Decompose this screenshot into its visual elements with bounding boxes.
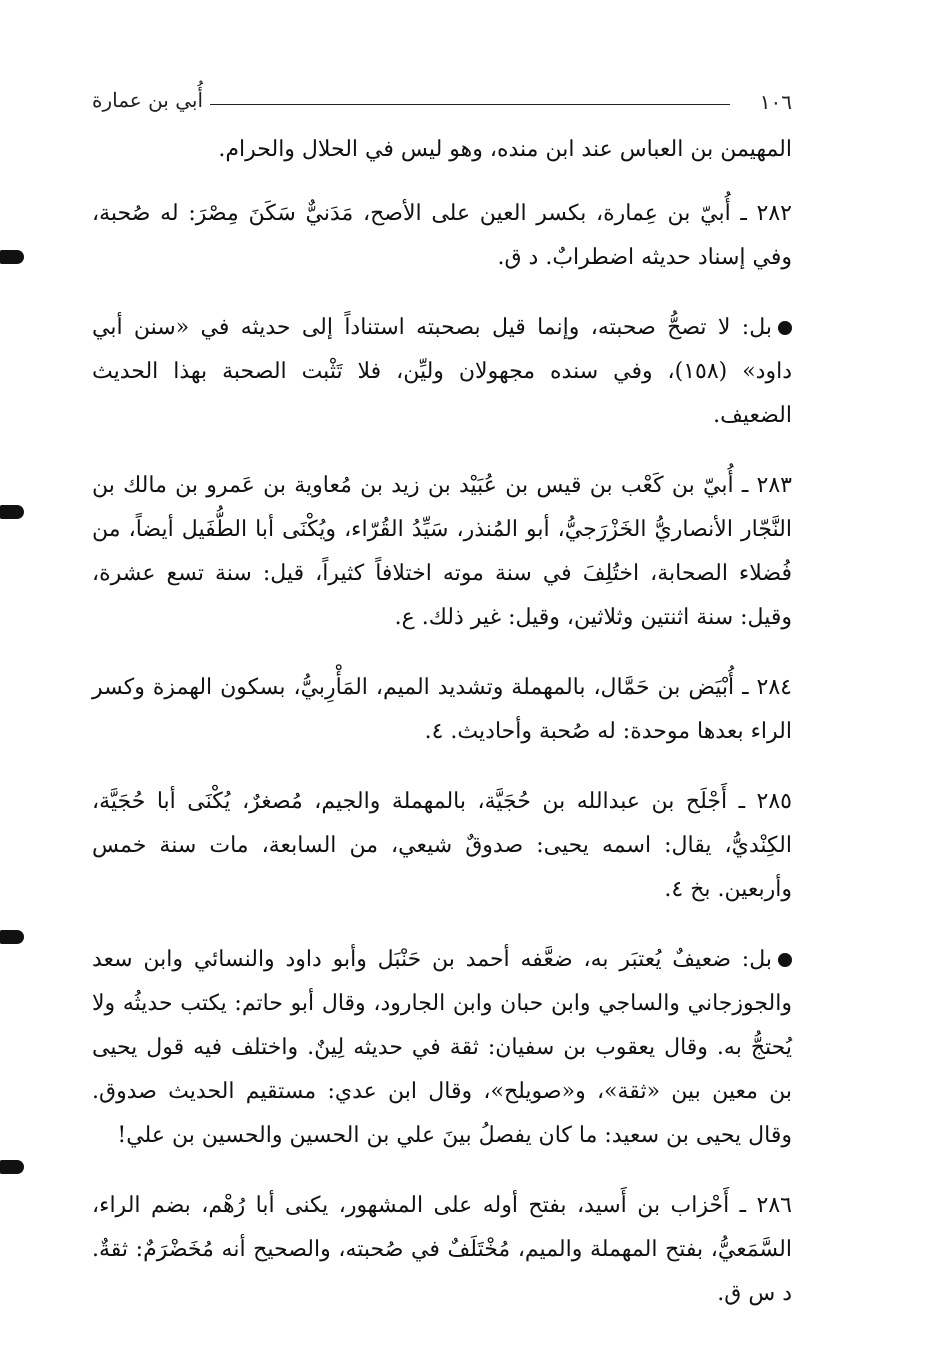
body-text	[92, 128, 792, 1342]
running-title: أُبي بن عمارة	[92, 88, 204, 112]
bullet-icon	[778, 953, 792, 967]
entry-286: ٢٨٦ ـ أَحْزاب بن أَسيد، بفتح أوله على المشهور، يكنى أبا رُهْم، بضم الراء، السَّمَعيُّ، بفتح المهملة والميم، مُخْتَلَفٌ في صُحبته، والصحيح أنه مُخَضْرَمٌ: ثقةٌ. د س ق.	[92, 1193, 792, 1306]
margin-mark	[0, 1160, 24, 1174]
bullet-icon	[778, 321, 792, 335]
page-header	[92, 88, 792, 124]
entry-283: ٢٨٣ ـ أُبيّ بن كَعْب بن قيس بن عُبَيْد بن زيد بن مُعاوية بن عَمرو بن مالك بن النَّجّار الأنصاريُّ الخَزْرَجيُّ، أبو المُنذر، سَيِّدُ القُرّاء، ويُكْنَى أبا الطُّفَيل أيضاً، من فُضلاء الصحابة، اختُلِفَ في سنة موته اختلافاً كثيراً، قيل: سنة تسع عشرة، وقيل: سنة اثنتين وثلاثين، وقيل: غير ذلك. ع.	[92, 473, 792, 630]
note-285	[92, 938, 792, 1158]
page-number: ١٠٦	[759, 90, 792, 114]
entry-282: ٢٨٢ ـ أُبيّ بن عِمارة، بكسر العين على الأصح، مَدَنيٌّ سَكَنَ مِصْرَ: له صُحبة، وفي إسناد حديثه اضطرابٌ. د ق.	[92, 201, 792, 270]
header-rule	[210, 104, 730, 105]
note-282-text: بل: لا تصحُّ صحبته، وإنما قيل بصحبته استناداً إلى حديثه في «سنن أبي داود» (١٥٨)، وفي سنده مجهولان وليِّن، فلا تَثْبت الصحبة بهذا الحديث الضعيف.	[92, 315, 792, 428]
note-282	[92, 306, 792, 438]
margin-mark	[0, 505, 24, 519]
entry-284: ٢٨٤ ـ أُبْيَض بن حَمَّال، بالمهملة وتشديد الميم، المَأْرِبيُّ، بسكون الهمزة وكسر الراء بعدها موحدة: له صُحبة وأحاديث. ٤.	[92, 675, 792, 744]
margin-mark	[0, 250, 24, 264]
margin-mark	[0, 930, 24, 944]
note-285-text: بل: ضعيفٌ يُعتبَر به، ضعَّفه أحمد بن حَنْبَل وأبو داود والنسائي وابن سعد والجوزجاني والساجي وابن حبان وابن الجارود، وقال أبو حاتم: يكتب حديثُه ولا يُحتجُّ به. وقال يعقوب بن سفيان: ثقة في حديثه لِينٌ. واختلف فيه قول يحيى بن معين بين «ثقة»، و«صويلح»، وقال ابن عدي: مستقيم الحديث صدوق. وقال يحيى بن سعيد: ما كان يفصلُ بينَ علي بن الحسين والحسين بن علي!	[92, 947, 792, 1148]
entry-285: ٢٨٥ ـ أَجْلَح بن عبدالله بن حُجَيَّة، بالمهملة والجيم، مُصغرٌ، يُكْنَى أبا حُجَيَّة، الكِنْديُّ، يقال: اسمه يحيى: صدوقٌ شيعي، من السابعة، مات سنة خمس وأربعين. بخ ٤.	[92, 789, 792, 902]
paragraph-continuation: المهيمن بن العباس عند ابن منده، وهو ليس في الحلال والحرام.	[218, 137, 792, 162]
